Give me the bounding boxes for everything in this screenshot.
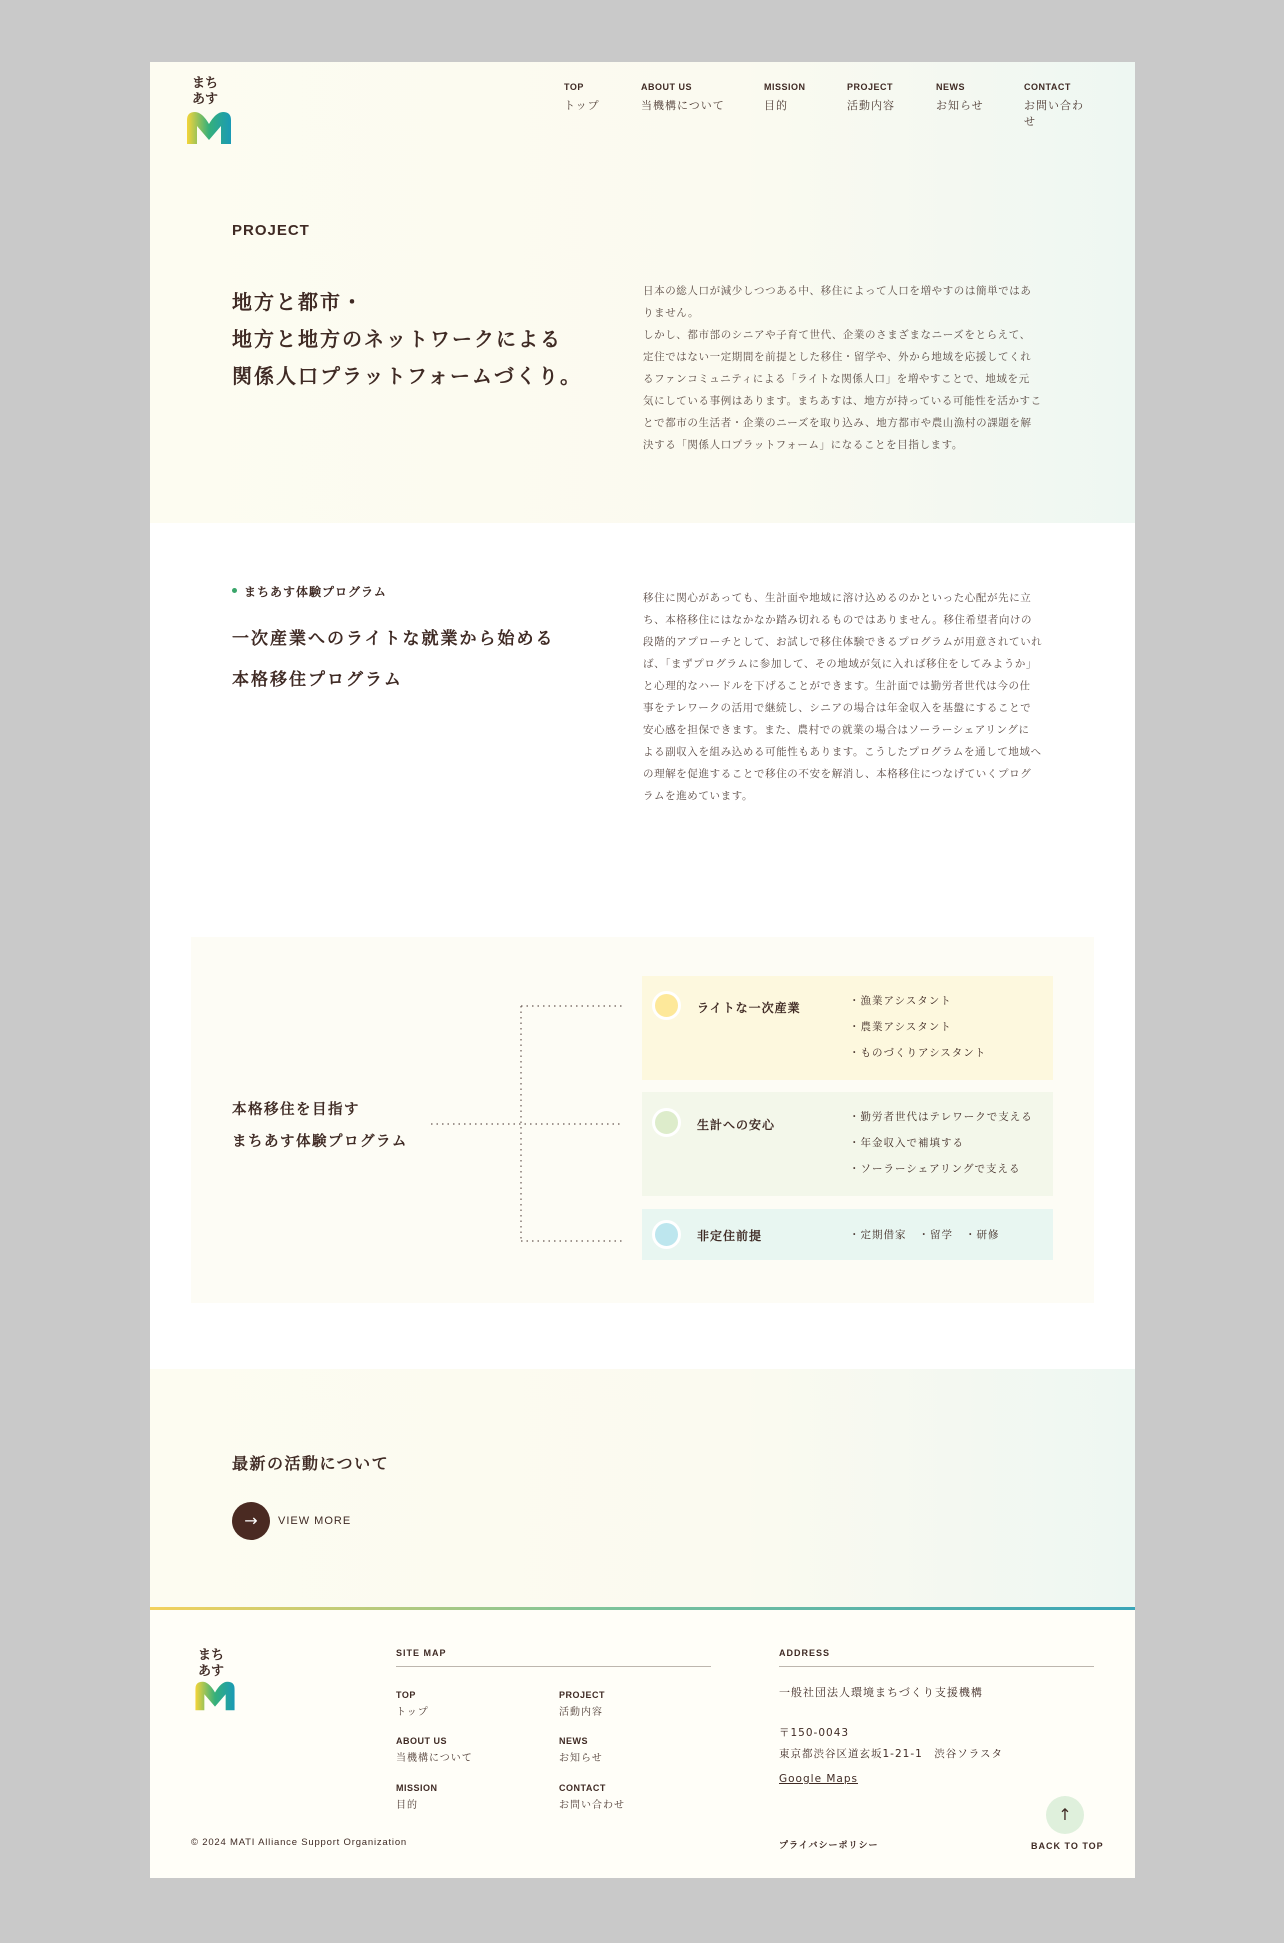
green-circle-icon [652,1108,681,1137]
org-name: 一般社団法人環境まちづくり支援機構 [779,1686,983,1699]
street-address: 東京都渋谷区道玄坂1-21-1 渋谷ソラスタ [779,1748,1003,1760]
site-logo[interactable] [185,76,241,146]
list-item: ・勤労者世代はテレワークで支える [849,1111,1033,1123]
nav-item-en: TOP [564,82,584,92]
logo-text [196,1648,226,1680]
hero-body-line: るファンコミュニティによる「ライトな関係人口」を増やすことで、地域を元 [643,373,1030,385]
nav-item-en: CONTACT [1024,82,1071,92]
diagram-title-line: 本格移住を目指す [232,1102,360,1118]
list-item: ・留学 [918,1229,953,1241]
footer-link-project[interactable] [559,1690,605,1718]
footer-logo[interactable] [191,1648,247,1716]
nav-item-jp: 活動内容 [847,99,895,112]
view-more-link[interactable]: VIEW MORE [278,1515,352,1527]
arrow-right-icon: → [244,1511,258,1530]
box-list [849,1104,1033,1182]
news-title: 最新の活動について [232,1454,390,1473]
footer-link-en: MISSION [396,1783,438,1793]
arrow-up-icon: ↑ [1058,1805,1072,1824]
footer-link-news[interactable] [559,1736,603,1764]
nav-item-about[interactable] [641,82,764,129]
nav-item-mission[interactable] [764,82,847,129]
list-item: ・ものづくりアシスタント [849,1047,987,1059]
footer-link-en: PROJECT [559,1690,606,1700]
view-more-button[interactable] [232,1502,270,1540]
program-diagram [191,937,1094,1303]
logo-text-line1: まち [191,76,218,91]
logo-text-line2: あす [191,92,218,107]
footer [150,1610,1135,1878]
hero-body-line: 日本の総人口が減少しつつある中、移住によって人口を増やすのは簡単ではあ [643,285,1032,297]
page [150,62,1135,1878]
hero-title-line: 地方と都市・ [232,290,364,314]
logo-text-line1: まち [197,1648,224,1663]
back-to-top-button[interactable] [1046,1796,1084,1834]
program-body-line: 移住に関心があっても、生計面や地域に溶け込めるのかといった心配が先に立 [643,592,1032,604]
footer-link-top[interactable] [396,1690,429,1718]
program-body [643,587,1055,807]
program-body-line: ち、本格移住にはなかなか踏み切れるものではありません。移住希望者向けの [643,614,1033,626]
privacy-policy-link[interactable]: プライバシーポリシー [779,1841,879,1851]
program-body-line: 安心感を担保できます。また、農村での就業の場合はソーラーシェアリングに [643,724,1030,736]
footer-link-en: ABOUT US [396,1736,447,1746]
section-label: PROJECT [232,222,310,239]
nav-item-top[interactable] [564,82,641,129]
nav-item-news[interactable] [936,82,1024,129]
footer-link-contact[interactable] [559,1783,625,1811]
yellow-circle-icon [652,991,681,1020]
diagram-title-line: まちあす体験プログラム [232,1134,408,1150]
program-body-line: ラムを進めています。 [643,790,754,802]
box-label: 非定住前提 [697,1229,763,1243]
logo-m-icon [191,1680,239,1712]
nav-item-jp: お問い合わせ [1024,99,1084,128]
hero-body-line: とで都市の生活者・企業のニーズを取り込み、地方都市や農山漁村の課題を解 [643,417,1032,429]
logo-text [190,76,220,108]
green-dot-icon [232,588,237,593]
nav-item-en: NEWS [936,82,965,92]
program-tag [232,583,387,600]
diagram-box-livelihood [642,1092,1053,1196]
list-item: ・農業アシスタント [849,1021,952,1033]
footer-link-jp: 目的 [396,1800,418,1811]
list-item: ・年金収入で補填する [849,1137,964,1149]
footer-link-jp: 活動内容 [559,1707,603,1718]
box-label: ライトな一次産業 [697,1001,801,1015]
box-list [849,1222,1012,1248]
program-tag-text: まちあす体験プログラム [244,585,387,599]
hero-body-line: 定住ではない一定期間を前提とした移住・留学や、外から地域を応援してくれ [643,351,1032,363]
program-title [232,619,555,701]
program-body-line: と心理的なハードルを下げることができます。生計面では勤労者世代は今の仕 [643,680,1031,692]
hero-section [150,62,1135,523]
sitemap-divider [396,1666,711,1667]
program-body-line: 事をテレワークの活用で継続し、シニアの場合は年金収入を基盤にすることで [643,702,1032,714]
footer-link-en: NEWS [559,1736,588,1746]
logo-text-line2: あす [197,1664,224,1679]
footer-link-mission[interactable] [396,1783,438,1811]
copyright: © 2024 MATI Alliance Support Organization [191,1837,407,1848]
footer-link-jp: 当機構について [396,1753,473,1764]
google-maps-link[interactable]: Google Maps [779,1773,858,1785]
box-label: 生計への安心 [697,1118,776,1132]
program-title-line: 本格移住プログラム [232,670,403,690]
news-section [150,1369,1135,1607]
program-title-line: 一次産業へのライトな就業から始める [232,629,555,649]
address-divider [779,1666,1094,1667]
nav-item-en: MISSION [764,82,806,92]
nav-item-jp: お知らせ [936,99,984,112]
nav-item-project[interactable] [847,82,936,129]
back-to-top-label[interactable]: BACK TO TOP [1031,1841,1104,1851]
sitemap-title: SITE MAP [396,1648,447,1658]
hero-body-line: 決する「関係人口プラットフォーム」になることを目指します。 [643,439,964,451]
hero-title-line: 関係人口プラットフォームづくり。 [232,364,582,388]
hero-body [643,280,1055,456]
hero-body-line: りません。 [643,307,700,319]
program-body-line: よる副収入を組み込める可能性もあります。こうしたプログラムを通して地域へ [643,746,1042,758]
footer-link-jp: トップ [396,1707,429,1718]
footer-link-jp: お問い合わせ [559,1800,625,1811]
blue-circle-icon [652,1220,681,1249]
hero-body-line: 気にしている事例はあります。まちあすは、地方が持っている可能性を活かすこ [643,395,1042,407]
diagram-box-light-industry [642,976,1053,1080]
footer-link-en: TOP [396,1690,416,1700]
program-section [150,523,1135,1369]
program-body-line: 段階的アプローチとして、お試しで移住体験できるプログラムが用意されていれ [643,636,1043,648]
list-item: ・漁業アシスタント [849,995,952,1007]
list-item: ・ソーラーシェアリングで支える [849,1163,1021,1175]
list-item: ・研修 [965,1229,1000,1241]
program-body-line: の理解を促進することで移住の不安を解消し、本格移住につなげていくプログ [643,768,1032,780]
postal-code: 〒150-0043 [779,1727,850,1739]
footer-link-jp: お知らせ [559,1753,603,1764]
hero-body-line: しかし、都市部のシニアや子育て世代、企業のさまざまなニーズをとらえて、 [643,329,1031,341]
diagram-box-non-resident [642,1209,1053,1260]
list-item: ・定期借家 [849,1229,907,1241]
nav-item-en: ABOUT US [641,82,692,92]
program-body-line: ば、「まずプログラムに参加して、その地域が気に入れば移住をしてみようか」 [643,658,1038,670]
box-list [849,988,986,1066]
address-title: ADDRESS [779,1648,831,1658]
hero-title [232,284,582,395]
nav-item-en: PROJECT [847,82,894,92]
footer-link-en: CONTACT [559,1783,606,1793]
nav-item-jp: 当機構について [641,99,725,112]
main-nav [564,82,1093,129]
hero-title-line: 地方と地方のネットワークによる [232,327,562,351]
footer-link-about[interactable] [396,1736,473,1764]
nav-item-jp: 目的 [764,99,788,112]
logo-m-icon [185,110,233,146]
nav-item-jp: トップ [564,99,600,112]
nav-item-contact[interactable] [1024,82,1093,129]
